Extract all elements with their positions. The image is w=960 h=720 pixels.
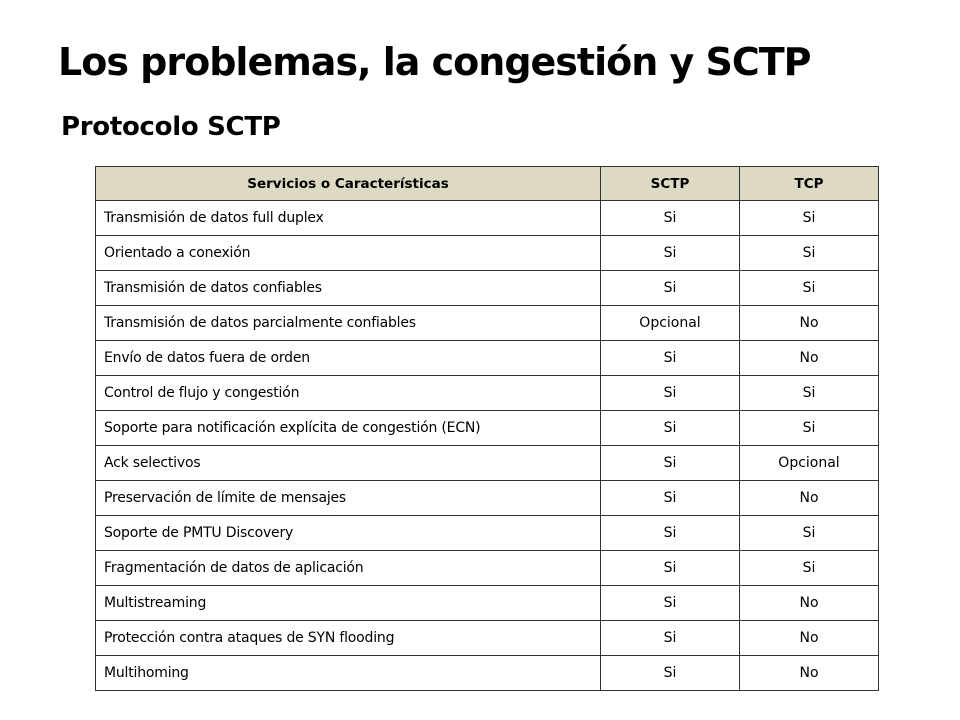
table-row (96, 621, 879, 656)
service-cell: Fragmentación de datos de aplicación (96, 551, 601, 586)
sctp-cell: Si (601, 411, 740, 446)
table-row (96, 551, 879, 586)
sctp-cell: Si (601, 376, 740, 411)
sctp-cell: Si (601, 621, 740, 656)
sctp-cell: Si (601, 656, 740, 691)
table-row (96, 341, 879, 376)
service-cell: Multihoming (96, 656, 601, 691)
service-cell: Ack selectivos (96, 446, 601, 481)
table-row (96, 376, 879, 411)
table-row (96, 271, 879, 306)
service-cell: Orientado a conexión (96, 236, 601, 271)
service-cell: Transmisión de datos full duplex (96, 201, 601, 236)
header-services: Servicios o Características (96, 167, 601, 201)
sctp-cell: Si (601, 481, 740, 516)
tcp-cell: Si (740, 551, 879, 586)
service-cell: Soporte de PMTU Discovery (96, 516, 601, 551)
sctp-cell: Si (601, 586, 740, 621)
tcp-cell: Si (740, 236, 879, 271)
sctp-cell: Si (601, 341, 740, 376)
table-row (96, 446, 879, 481)
service-cell: Envío de datos fuera de orden (96, 341, 601, 376)
tcp-cell: No (740, 306, 879, 341)
table-row (96, 586, 879, 621)
tcp-cell: No (740, 586, 879, 621)
tcp-cell: No (740, 656, 879, 691)
table-row (96, 411, 879, 446)
sctp-cell: Si (601, 516, 740, 551)
header-sctp: SCTP (601, 167, 740, 201)
service-cell: Soporte para notificación explícita de congestión (ECN) (96, 411, 601, 446)
table-header-row (96, 167, 879, 201)
tcp-cell: Opcional (740, 446, 879, 481)
header-tcp: TCP (740, 167, 879, 201)
table-row (96, 236, 879, 271)
tcp-cell: Si (740, 201, 879, 236)
table-row (96, 516, 879, 551)
tcp-cell: Si (740, 271, 879, 306)
service-cell: Protección contra ataques de SYN flooding (96, 621, 601, 656)
slide-subtitle: Protocolo SCTP (61, 112, 281, 142)
sctp-cell: Si (601, 201, 740, 236)
service-cell: Preservación de límite de mensajes (96, 481, 601, 516)
table-row (96, 656, 879, 691)
tcp-cell: Si (740, 411, 879, 446)
service-cell: Control de flujo y congestión (96, 376, 601, 411)
service-cell: Multistreaming (96, 586, 601, 621)
service-cell: Transmisión de datos confiables (96, 271, 601, 306)
table-row (96, 201, 879, 236)
tcp-cell: No (740, 621, 879, 656)
table-body (96, 201, 879, 691)
service-cell: Transmisión de datos parcialmente confiables (96, 306, 601, 341)
table-row (96, 481, 879, 516)
sctp-tcp-comparison-table (95, 166, 879, 691)
tcp-cell: No (740, 481, 879, 516)
table-row (96, 306, 879, 341)
tcp-cell: Si (740, 376, 879, 411)
sctp-cell: Si (601, 236, 740, 271)
sctp-cell: Si (601, 446, 740, 481)
tcp-cell: No (740, 341, 879, 376)
sctp-cell: Si (601, 551, 740, 586)
slide-title: Los problemas, la congestión y SCTP (58, 40, 811, 84)
sctp-cell: Si (601, 271, 740, 306)
sctp-cell: Opcional (601, 306, 740, 341)
tcp-cell: Si (740, 516, 879, 551)
